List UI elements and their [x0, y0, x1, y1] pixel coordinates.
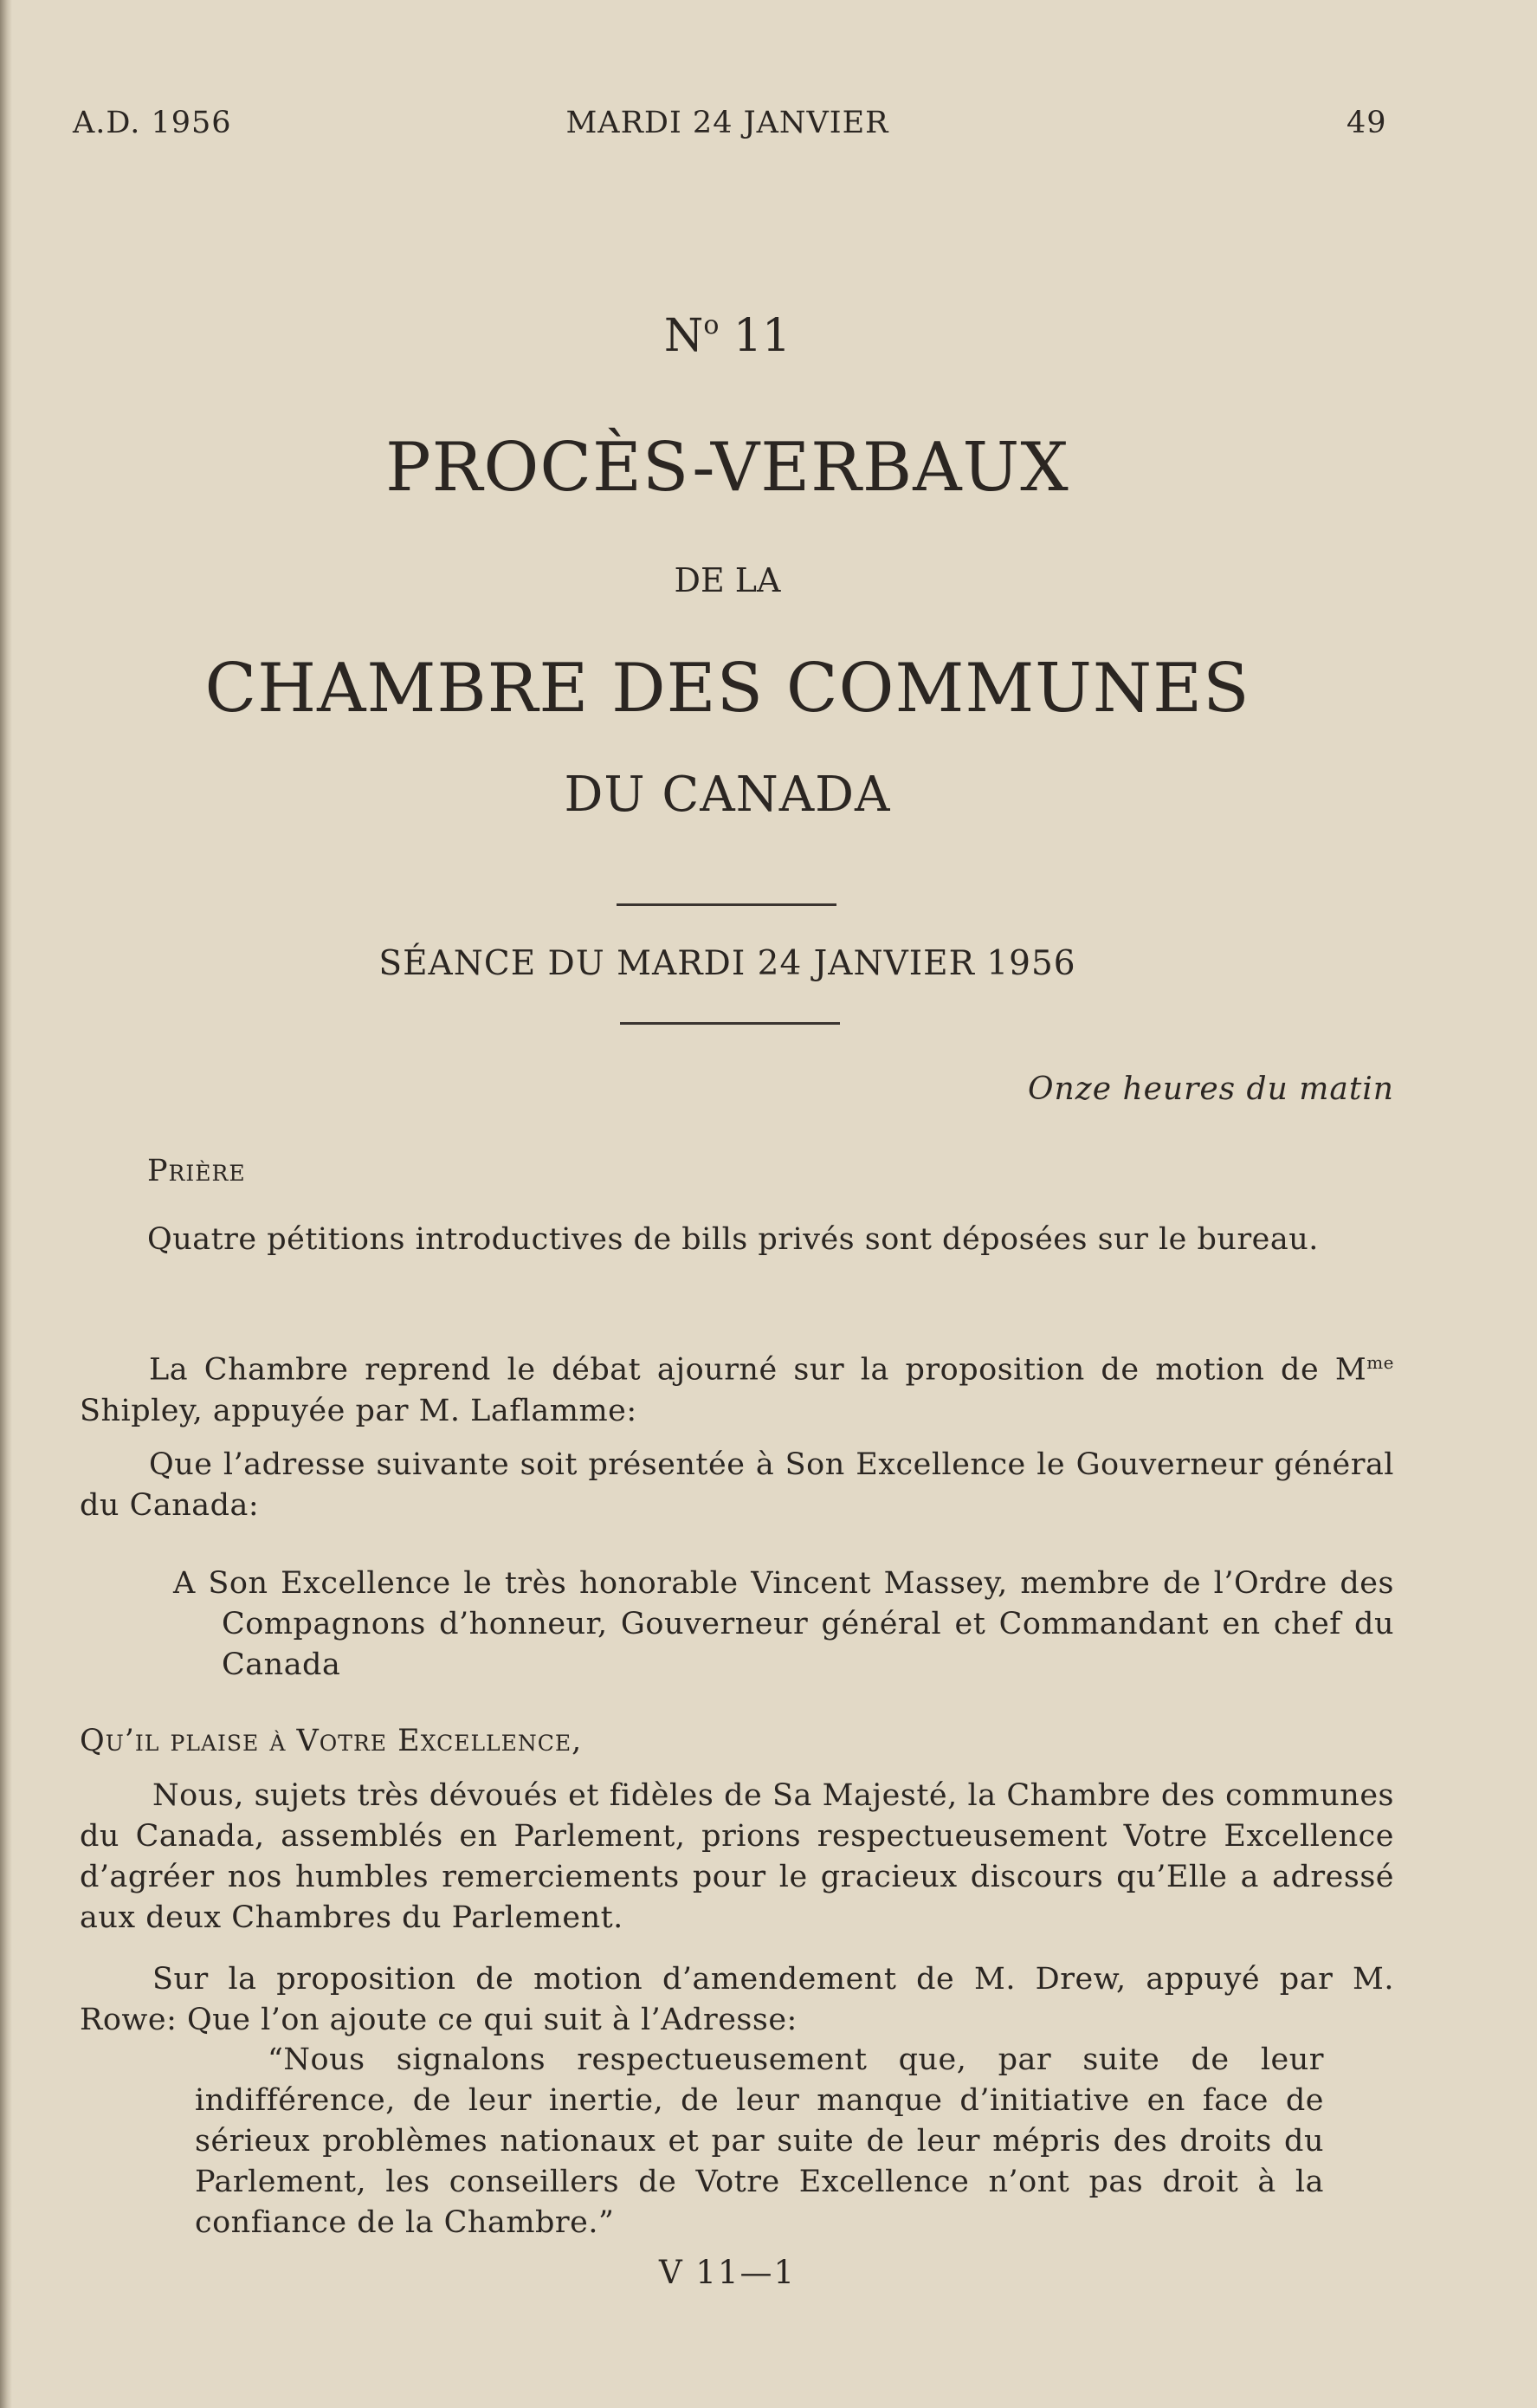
paragraph-debate-sup: me [1366, 1352, 1394, 1373]
paragraph-debate-text-a: La Chambre reprend le débat ajourné sur la proposition de motion de M [149, 1352, 1367, 1388]
paragraph-amendment: Sur la proposition de motion d’amendement de M. Drew, appuyé par M. Rowe: Que l’on ajoute ce qui suit à l’Adresse: [80, 1962, 1394, 2037]
running-header-date: MARDI 24 JANVIER [565, 106, 889, 140]
issue-value: 11 [733, 310, 791, 362]
issue-number [0, 310, 1455, 362]
session-time: Onze heures du matin [1028, 1071, 1394, 1107]
page-number: 49 [1346, 106, 1387, 140]
country-title: DU CANADA [564, 767, 891, 823]
issue-superscript: o [703, 310, 720, 340]
paragraph-debate-text-b: Shipley, appuyée par M. Laflamme: [80, 1393, 637, 1428]
heading-priere: Prière [147, 1154, 246, 1188]
institution-title: CHAMBRE DES COMMUNES [204, 650, 1250, 728]
divider-bottom [620, 1022, 840, 1025]
paragraph-amendment-quote: “Nous signalons respectueusement que, par suite de leur indifférence, de leur inertie, de leur manque d’initiative en face de sérieux problèmes nationaux et par suite de leur mépris des droits du Parlement, les conseillers de Votre Excellence n’ont pas droit à la confiance de la Chambre.” [195, 2042, 1324, 2240]
session-date: SÉANCE DU MARDI 24 JANVIER 1956 [378, 944, 1076, 983]
title-connector: DE LA [674, 561, 781, 599]
heading-qu-il-plaise: Qu’il plaise à Votre Excellence, [80, 1724, 583, 1758]
folio-signature: V 11—1 [658, 2254, 797, 2291]
paragraph-thanks: Nous, sujets très dévoués et fidèles de Sa Majesté, la Chambre des communes du Canada, assemblés en Parlement, prions respectueusement Votre Excellence d’agréer nos humbles remerciements pour le gracieux discours qu’Elle a adressé aux deux Chambres du Parlement. [80, 1778, 1394, 1935]
paragraph-addressee: A Son Excellence le très honorable Vincent Massey, membre de l’Ordre des Compagnons d’honneur, Gouverneur général et Commandant en chef du Canada [173, 1566, 1394, 1682]
paragraph-address-intro: Que l’adresse suivante soit présentée à Son Excellence le Gouverneur général du Canada: [80, 1447, 1394, 1523]
running-header-year: A.D. 1956 [73, 106, 232, 140]
issue-prefix: N [663, 310, 704, 362]
divider-top [617, 903, 836, 906]
paragraph-debate [80, 1343, 1394, 1432]
document-title: PROCÈS-VERBAUX [385, 429, 1069, 507]
paragraph-petitions: Quatre pétitions introductives de bills privés sont déposées sur le bureau. [147, 1222, 1319, 1257]
